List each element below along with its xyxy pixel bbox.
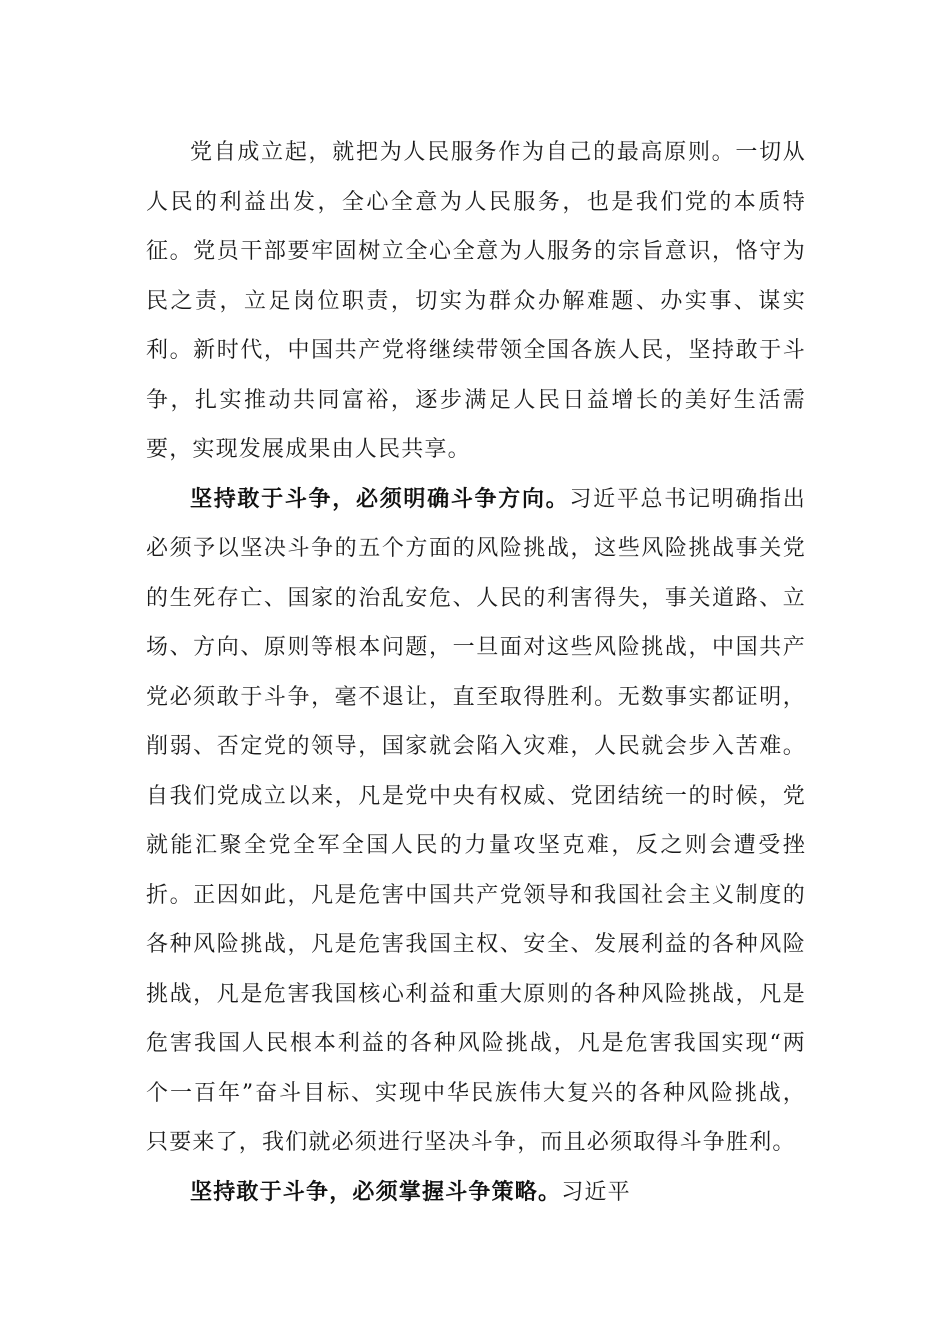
paragraph-2 xyxy=(146,475,806,1168)
document-body xyxy=(146,128,806,1217)
paragraph-2-heading: 坚持敢于斗争，必须明确斗争方向。 xyxy=(190,485,570,512)
paragraph-1-text: 党自成立起，就把为人民服务作为自己的最高原则。一切从人民的利益出发，全心全意为人民服务，也是我们党的本质特征。党员干部要牢固树立全心全意为人服务的宗旨意识，恪守为民之责，立足岗位职责，切实为群众办解难题、办实事、谋实利。新时代，中国共产党将继续带领全国各族人民，坚持敢于斗争，扎实推动共同富裕，逐步满足人民日益增长的美好生活需要，实现发展成果由人民共享。 xyxy=(146,140,806,462)
paragraph-1 xyxy=(146,128,806,475)
paragraph-3-text: 习近平 xyxy=(561,1179,631,1205)
paragraph-3 xyxy=(146,1168,806,1218)
paragraph-2-text: 习近平总书记明确指出必须予以坚决斗争的五个方面的风险挑战，这些风险挑战事关党的生死存亡、国家的治乱安危、人民的利害得失，事关道路、立场、方向、原则等根本问题，一旦面对这些风险挑战，中国共产党必须敢于斗争，毫不退让，直至取得胜利。无数事实都证明，削弱、否定党的领导，国家就会陷入灾难，人民就会步入苦难。自我们党成立以来，凡是党中央有权威、党团结统一的时候，党就能汇聚全党全军全国人民的力量攻坚克难，反之则会遭受挫折。正因如此，凡是危害中国共产党领导和我国社会主义制度的各种风险挑战，凡是危害我国主权、安全、发展利益的各种风险挑战，凡是危害我国核心利益和重大原则的各种风险挑战，凡是危害我国人民根本利益的各种风险挑战，凡是危害我国实现“两个一百年”奋斗目标、实现中华民族伟大复兴的各种风险挑战，只要来了，我们就必须进行坚决斗争，而且必须取得斗争胜利。 xyxy=(146,486,806,1155)
paragraph-3-heading: 坚持敢于斗争，必须掌握斗争策略。 xyxy=(190,1178,562,1205)
